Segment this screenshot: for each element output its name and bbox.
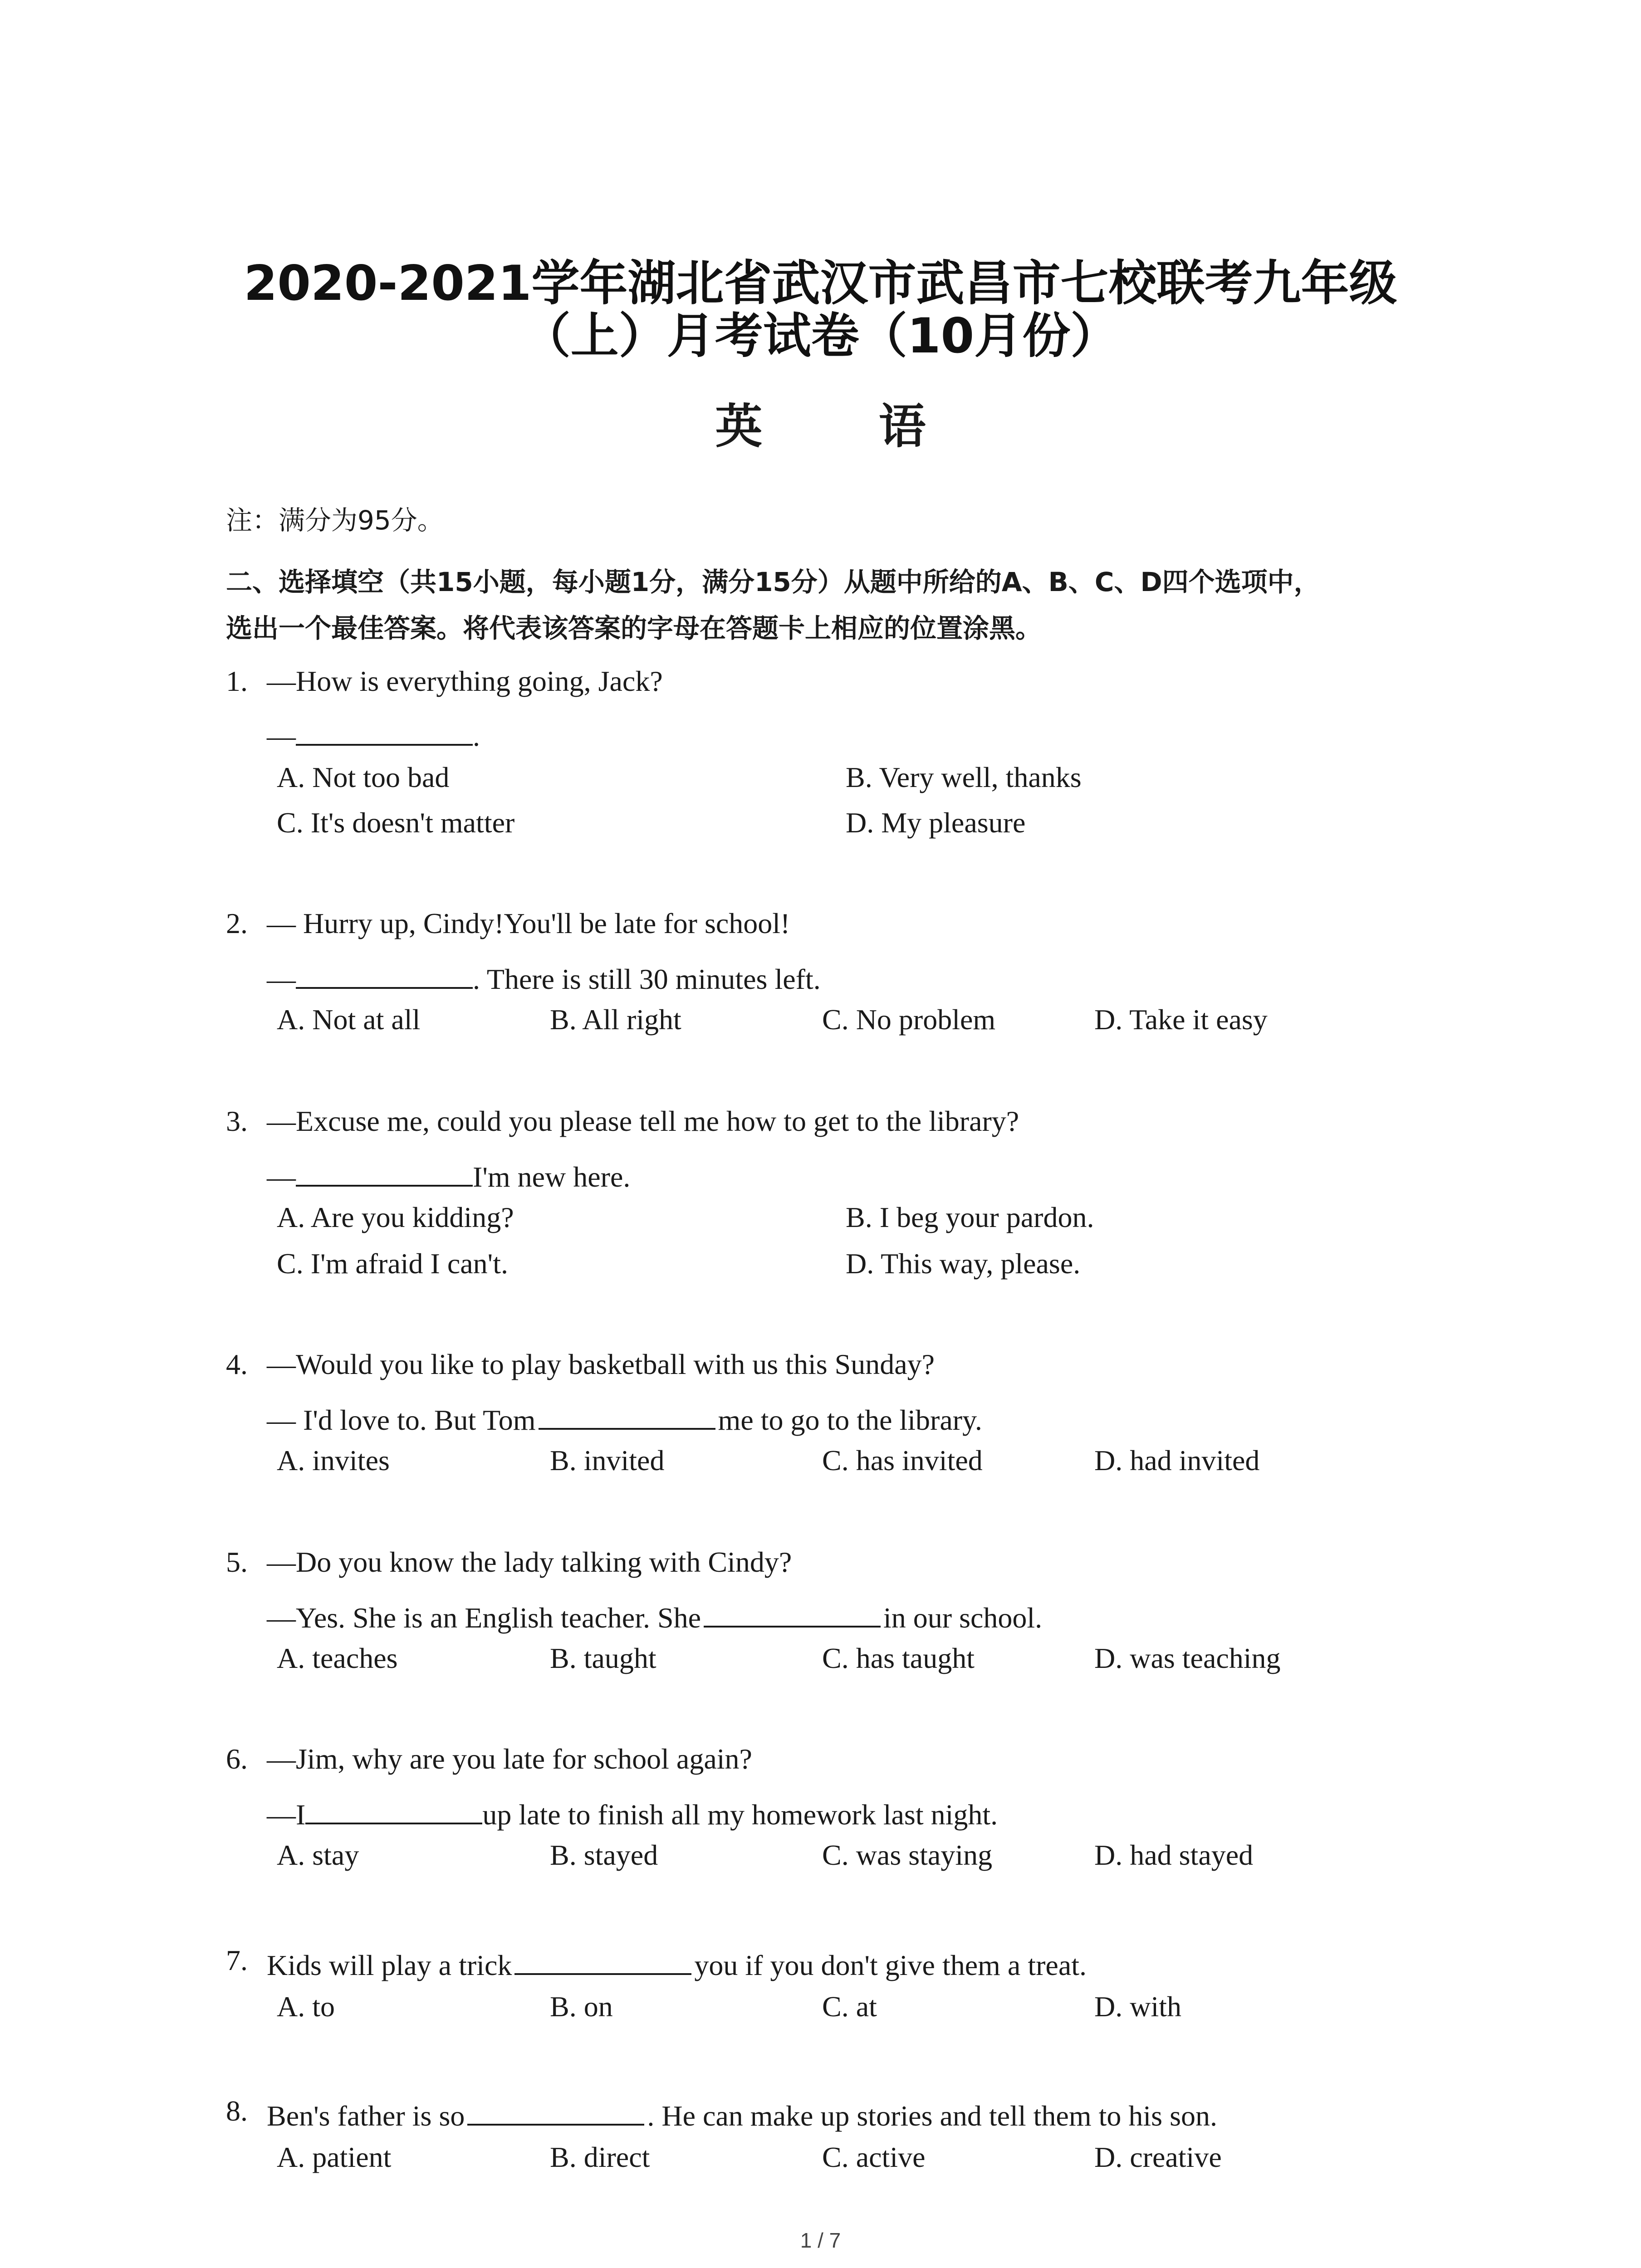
answer-blank [296,1158,473,1187]
reply-text-after: me to go to the library. [718,1404,982,1436]
option-d: D. was teaching [1094,1642,1281,1674]
option-b: B. Very well, thanks [846,761,1082,793]
option-d: D. This way, please. [846,1247,1081,1280]
question-reply [267,960,821,994]
option-b: B. on [550,1990,613,2023]
option-a: A. Not too bad [277,761,450,793]
answer-blank [514,1946,691,1975]
reply-text-after: I'm new here. [473,1161,631,1193]
question-stem: —How is everything going, Jack? [267,665,663,697]
reply-text: — [267,1161,296,1193]
section-instruction-line2: 选出一个最佳答案。将代表该答案的字母在答题卡上相应的位置涂黑。 [226,613,1042,644]
option-c: C. No problem [822,1003,996,1036]
option-a: A. stay [277,1839,359,1871]
question-stem: —Do you know the lady talking with Cindy? [267,1546,792,1578]
question-number: 7. [226,1944,248,1976]
reply-text: — [267,720,296,752]
reply-text-after: . [473,720,480,752]
option-b: B. I beg your pardon. [846,1201,1094,1233]
question-stem [267,2097,1217,2131]
answer-blank [305,1795,482,1824]
option-c: C. active [822,2141,926,2173]
exam-title-line1: 2020-2021学年湖北省武汉市武昌市七校联考九年级 [244,255,1397,311]
question-number: 8. [226,2095,248,2127]
option-d: D. had stayed [1094,1839,1254,1871]
question-stem: —Would you like to play basketball with us this Sunday? [267,1348,935,1380]
question-number: 1. [226,665,248,697]
question-reply [267,717,480,751]
stem-text: Kids will play a trick [267,1949,512,1981]
stem-text: Ben's father is so [267,2100,465,2132]
option-d: D. with [1094,1990,1181,2023]
option-b: B. stayed [550,1839,658,1871]
option-b: B. taught [550,1642,656,1674]
option-c: C. has invited [822,1444,983,1476]
option-c: C. It's doesn't matter [277,807,515,839]
question-number: 3. [226,1105,248,1137]
reply-text-after: . There is still 30 minutes left. [473,963,821,995]
subject-heading: 英 语 [715,399,976,454]
question-stem: —Jim, why are you late for school again? [267,1743,752,1775]
option-c: C. at [822,1990,877,2023]
option-b: B. direct [550,2141,650,2173]
section-instruction-line1: 二、选择填空（共15小题，每小题1分，满分15分）从题中所给的A、B、C、D四个选项中， [226,567,1320,597]
reply-text: —I [267,1799,306,1831]
question-reply [267,1598,1042,1633]
answer-blank [539,1401,715,1430]
answer-blank [467,2097,644,2126]
option-b: B. invited [550,1444,665,1476]
question-number: 4. [226,1348,248,1380]
option-a: A. teaches [277,1642,398,1674]
question-reply [267,1795,998,1829]
reply-text-after: in our school. [883,1602,1043,1634]
answer-blank [296,960,473,989]
option-d: D. had invited [1094,1444,1260,1476]
question-stem: — Hurry up, Cindy!You'll be late for school! [267,907,790,939]
exam-title-line2: （上）月考试卷（10月份） [522,308,1119,364]
option-d: D. My pleasure [846,807,1026,839]
option-d: D. Take it easy [1094,1003,1268,1036]
score-note: 注：满分为95分。 [226,505,444,536]
question-reply [267,1158,630,1192]
reply-text: — [267,963,296,995]
option-a: A. Not at all [277,1003,421,1036]
option-c: C. I'm afraid I can't. [277,1247,508,1280]
question-reply [267,1401,982,1435]
stem-text-after: . He can make up stories and tell them to his son. [647,2100,1217,2132]
question-number: 6. [226,1743,248,1775]
option-b: B. All right [550,1003,681,1036]
reply-text-after: up late to finish all my homework last night. [482,1799,998,1831]
question-stem [267,1946,1087,1980]
reply-text: —Yes. She is an English teacher. She [267,1602,701,1634]
option-a: A. invites [277,1444,390,1476]
option-d: D. creative [1094,2141,1222,2173]
reply-text: — I'd love to. But Tom [267,1404,536,1436]
question-stem: —Excuse me, could you please tell me how to get to the library? [267,1105,1019,1137]
question-number: 2. [226,907,248,939]
option-c: C. was staying [822,1839,993,1871]
answer-blank [704,1598,881,1628]
option-a: A. Are you kidding? [277,1201,514,1233]
option-a: A. to [277,1990,335,2023]
question-number: 5. [226,1546,248,1578]
option-a: A. patient [277,2141,392,2173]
stem-text-after: you if you don't give them a treat. [694,1949,1087,1981]
option-c: C. has taught [822,1642,975,1674]
answer-blank [296,717,473,746]
page-number: 1 / 7 [800,2229,841,2252]
